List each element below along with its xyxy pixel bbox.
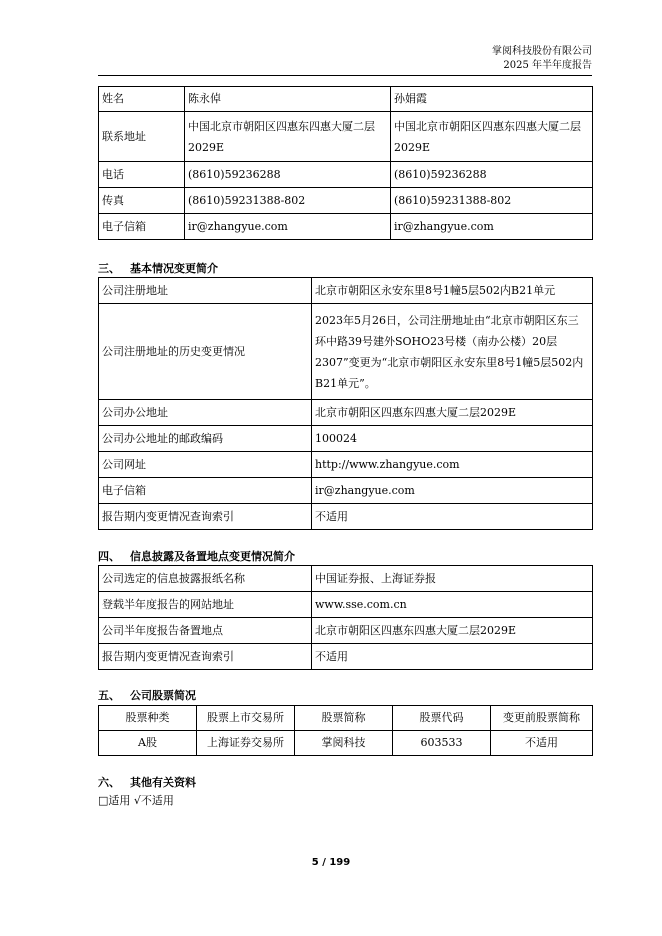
section-title: 其他有关资料: [130, 776, 196, 789]
stock-table: [98, 705, 593, 756]
row-label: 公司选定的信息披露报纸名称: [99, 566, 312, 592]
row-label: 公司注册地址的历史变更情况: [99, 304, 312, 400]
table-row: [99, 304, 593, 400]
cell-value: 中国证券报、上海证券报: [312, 566, 593, 592]
table-row: [99, 87, 593, 112]
row-label: 公司半年度报告备置地点: [99, 618, 312, 644]
cell-value: 上海证券交易所: [197, 731, 295, 756]
basic-info-table: [98, 277, 593, 530]
cell-value: 603533: [393, 731, 491, 756]
row-label: 报告期内变更情况查询索引: [99, 504, 312, 530]
table-row: [99, 478, 593, 504]
column-header: 股票简称: [295, 706, 393, 731]
section-title: 公司股票简况: [130, 689, 196, 702]
section-heading: [98, 548, 295, 564]
cell-value: 北京市朝阳区永安东里8号1幢5层502内B21单元: [312, 278, 593, 304]
cell-value: (8610)59231388-802: [185, 188, 391, 214]
section-number: 六、: [98, 776, 120, 789]
table-row: [99, 112, 593, 162]
cell-value: (8610)59236288: [391, 162, 593, 188]
row-label: 电子信箱: [99, 478, 312, 504]
cell-value: 100024: [312, 426, 593, 452]
header-divider: [98, 75, 592, 76]
cell-value: 北京市朝阳区四惠东四惠大厦二层2029E: [312, 400, 593, 426]
cell-value: 掌阅科技: [295, 731, 393, 756]
table-row: [99, 188, 593, 214]
cell-value: ir@zhangyue.com: [185, 214, 391, 240]
contact-table: [98, 86, 593, 240]
page-number: 5 / 199: [311, 857, 351, 868]
row-label: 电话: [99, 162, 185, 188]
column-header: 股票种类: [99, 706, 197, 731]
section-title: 基本情况变更简介: [130, 262, 218, 275]
cell-value: 孙娟霞: [391, 87, 593, 112]
applicability-options: □适用 √不适用: [98, 794, 174, 807]
cell-value: www.sse.com.cn: [312, 592, 593, 618]
table-row: [99, 400, 593, 426]
section-number: 五、: [98, 689, 120, 702]
table-row: [99, 504, 593, 530]
row-label: 公司办公地址的邮政编码: [99, 426, 312, 452]
cell-value: 中国北京市朝阳区四惠东四惠大厦二层2029E: [185, 112, 391, 162]
section-number: 四、: [98, 550, 120, 563]
page-header: [492, 45, 592, 73]
table-row: [99, 426, 593, 452]
cell-value: http://www.zhangyue.com: [312, 452, 593, 478]
cell-value: ir@zhangyue.com: [312, 478, 593, 504]
section-heading: [98, 687, 196, 703]
cell-value: (8610)59236288: [185, 162, 391, 188]
cell-value: 不适用: [312, 644, 593, 670]
section-heading: [98, 260, 218, 276]
row-label: 登载半年度报告的网站地址: [99, 592, 312, 618]
row-label: 传真: [99, 188, 185, 214]
table-row: [99, 452, 593, 478]
row-label: 公司办公地址: [99, 400, 312, 426]
table-row: [99, 731, 593, 756]
table-row: [99, 644, 593, 670]
disclosure-table: [98, 565, 593, 670]
section-number: 三、: [98, 262, 120, 275]
section-heading: [98, 774, 196, 790]
table-row: [99, 214, 593, 240]
table-row: [99, 592, 593, 618]
cell-value: ir@zhangyue.com: [391, 214, 593, 240]
table-row: [99, 618, 593, 644]
row-label: 联系地址: [99, 112, 185, 162]
row-label: 公司注册地址: [99, 278, 312, 304]
column-header: 股票代码: [393, 706, 491, 731]
section-title: 信息披露及备置地点变更情况简介: [130, 550, 295, 563]
cell-value: 不适用: [312, 504, 593, 530]
row-label: 报告期内变更情况查询索引: [99, 644, 312, 670]
column-header: 变更前股票简称: [491, 706, 593, 731]
row-label: 电子信箱: [99, 214, 185, 240]
header-report-title: 2025 年半年度报告: [503, 60, 592, 71]
cell-value: 中国北京市朝阳区四惠东四惠大厦二层2029E: [391, 112, 593, 162]
cell-value: 2023年5月26日，公司注册地址由“北京市朝阳区东三环中路39号建外SOHO23号楼（南办公楼）20层2307”变更为“北京市朝阳区永安东里8号1幢5层502内B21单元”。: [312, 304, 593, 400]
row-label: 姓名: [99, 87, 185, 112]
table-row: [99, 566, 593, 592]
cell-value: A股: [99, 731, 197, 756]
cell-value: 北京市朝阳区四惠东四惠大厦二层2029E: [312, 618, 593, 644]
column-header: 股票上市交易所: [197, 706, 295, 731]
table-row: [99, 278, 593, 304]
cell-value: 陈永倬: [185, 87, 391, 112]
row-label: 公司网址: [99, 452, 312, 478]
table-header-row: [99, 706, 593, 731]
header-company: 掌阅科技股份有限公司: [492, 46, 592, 57]
cell-value: (8610)59231388-802: [391, 188, 593, 214]
table-row: [99, 162, 593, 188]
cell-value: 不适用: [491, 731, 593, 756]
